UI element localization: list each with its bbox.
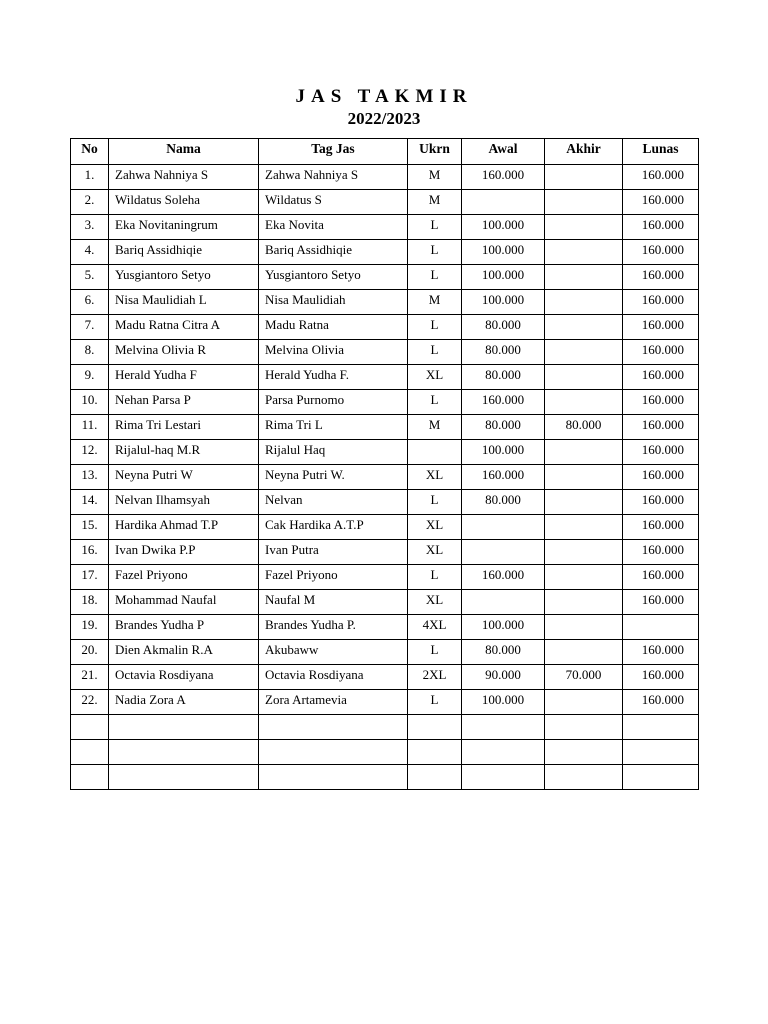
cell-awal: 90.000 (462, 665, 545, 690)
cell-awal (462, 590, 545, 615)
cell-tag-jas: Rijalul Haq (259, 440, 408, 465)
cell-akhir (545, 490, 623, 515)
cell-ukrn: L (408, 565, 462, 590)
cell-ukrn: L (408, 215, 462, 240)
cell-akhir (545, 590, 623, 615)
cell-nama: Fazel Priyono (109, 565, 259, 590)
cell-tag-jas: Parsa Purnomo (259, 390, 408, 415)
cell-awal (462, 740, 545, 765)
cell-ukrn: L (408, 240, 462, 265)
cell-awal: 80.000 (462, 315, 545, 340)
cell-akhir (545, 715, 623, 740)
cell-nama: Herald Yudha F (109, 365, 259, 390)
table-row (71, 490, 699, 515)
cell-akhir (545, 440, 623, 465)
cell-lunas: 160.000 (623, 540, 699, 565)
cell-akhir (545, 190, 623, 215)
table-row (71, 465, 699, 490)
table-row (71, 665, 699, 690)
cell-tag-jas: Octavia Rosdiyana (259, 665, 408, 690)
cell-awal: 100.000 (462, 240, 545, 265)
cell-no: 21. (71, 665, 109, 690)
table-row (71, 165, 699, 190)
cell-no (71, 740, 109, 765)
cell-no: 14. (71, 490, 109, 515)
cell-no: 6. (71, 290, 109, 315)
cell-awal (462, 715, 545, 740)
cell-lunas: 160.000 (623, 690, 699, 715)
cell-awal: 100.000 (462, 290, 545, 315)
cell-awal (462, 765, 545, 790)
table-row (71, 340, 699, 365)
cell-no: 10. (71, 390, 109, 415)
cell-lunas: 160.000 (623, 390, 699, 415)
table-row (71, 240, 699, 265)
cell-awal: 80.000 (462, 340, 545, 365)
cell-awal: 160.000 (462, 465, 545, 490)
cell-akhir (545, 465, 623, 490)
cell-ukrn (408, 440, 462, 465)
cell-ukrn: 4XL (408, 615, 462, 640)
cell-lunas: 160.000 (623, 340, 699, 365)
cell-nama: Octavia Rosdiyana (109, 665, 259, 690)
cell-akhir (545, 640, 623, 665)
cell-ukrn: M (408, 290, 462, 315)
header-awal: Awal (462, 139, 545, 165)
cell-no: 17. (71, 565, 109, 590)
cell-akhir (545, 215, 623, 240)
cell-ukrn: L (408, 690, 462, 715)
cell-tag-jas: Nelvan (259, 490, 408, 515)
cell-lunas: 160.000 (623, 515, 699, 540)
cell-awal: 160.000 (462, 565, 545, 590)
cell-lunas: 160.000 (623, 565, 699, 590)
cell-no: 19. (71, 615, 109, 640)
cell-nama: Wildatus Soleha (109, 190, 259, 215)
table-body (71, 165, 699, 790)
header-akhir: Akhir (545, 139, 623, 165)
table-row (71, 440, 699, 465)
cell-lunas: 160.000 (623, 190, 699, 215)
cell-tag-jas: Madu Ratna (259, 315, 408, 340)
cell-no: 22. (71, 690, 109, 715)
cell-awal: 100.000 (462, 215, 545, 240)
cell-ukrn: M (408, 165, 462, 190)
cell-ukrn: L (408, 315, 462, 340)
cell-awal: 100.000 (462, 690, 545, 715)
cell-lunas (623, 765, 699, 790)
table-row (71, 190, 699, 215)
cell-awal: 80.000 (462, 490, 545, 515)
cell-nama: Nadia Zora A (109, 690, 259, 715)
cell-tag-jas: Eka Novita (259, 215, 408, 240)
table-header-row (71, 139, 699, 165)
cell-nama: Eka Novitaningrum (109, 215, 259, 240)
cell-lunas: 160.000 (623, 590, 699, 615)
table-row (71, 515, 699, 540)
cell-nama: Bariq Assidhiqie (109, 240, 259, 265)
payment-table (70, 138, 699, 790)
cell-no: 5. (71, 265, 109, 290)
cell-tag-jas: Naufal M (259, 590, 408, 615)
cell-tag-jas: Melvina Olivia (259, 340, 408, 365)
cell-lunas: 160.000 (623, 415, 699, 440)
cell-nama: Dien Akmalin R.A (109, 640, 259, 665)
cell-tag-jas: Nisa Maulidiah (259, 290, 408, 315)
cell-nama: Melvina Olivia R (109, 340, 259, 365)
cell-akhir (545, 390, 623, 415)
table-row (71, 590, 699, 615)
table-row (71, 640, 699, 665)
table-row (71, 215, 699, 240)
cell-lunas: 160.000 (623, 465, 699, 490)
cell-lunas: 160.000 (623, 490, 699, 515)
cell-awal: 160.000 (462, 390, 545, 415)
cell-ukrn: L (408, 340, 462, 365)
table-row (71, 290, 699, 315)
table-row (71, 715, 699, 740)
table-row (71, 365, 699, 390)
cell-ukrn: L (408, 640, 462, 665)
cell-tag-jas (259, 715, 408, 740)
cell-ukrn: XL (408, 515, 462, 540)
cell-tag-jas: Fazel Priyono (259, 565, 408, 590)
table-row (71, 265, 699, 290)
cell-no: 3. (71, 215, 109, 240)
cell-ukrn: M (408, 190, 462, 215)
cell-akhir: 70.000 (545, 665, 623, 690)
cell-tag-jas: Akubaww (259, 640, 408, 665)
cell-nama: Nelvan Ilhamsyah (109, 490, 259, 515)
cell-no: 7. (71, 315, 109, 340)
cell-no: 9. (71, 365, 109, 390)
table-row (71, 565, 699, 590)
cell-ukrn: L (408, 490, 462, 515)
cell-akhir (545, 340, 623, 365)
cell-nama: Brandes Yudha P (109, 615, 259, 640)
cell-lunas: 160.000 (623, 165, 699, 190)
cell-ukrn (408, 740, 462, 765)
cell-nama (109, 740, 259, 765)
cell-lunas (623, 615, 699, 640)
cell-tag-jas: Brandes Yudha P. (259, 615, 408, 640)
cell-no (71, 715, 109, 740)
cell-nama: Hardika Ahmad T.P (109, 515, 259, 540)
cell-akhir (545, 515, 623, 540)
cell-nama: Rima Tri Lestari (109, 415, 259, 440)
cell-tag-jas: Herald Yudha F. (259, 365, 408, 390)
cell-akhir (545, 165, 623, 190)
cell-lunas: 160.000 (623, 440, 699, 465)
cell-no: 15. (71, 515, 109, 540)
cell-ukrn: L (408, 265, 462, 290)
table-row (71, 740, 699, 765)
cell-lunas: 160.000 (623, 290, 699, 315)
cell-awal: 80.000 (462, 365, 545, 390)
header-lunas: Lunas (623, 139, 699, 165)
cell-awal (462, 190, 545, 215)
cell-akhir (545, 365, 623, 390)
cell-no: 2. (71, 190, 109, 215)
cell-no: 11. (71, 415, 109, 440)
cell-ukrn: XL (408, 365, 462, 390)
cell-awal: 100.000 (462, 440, 545, 465)
cell-akhir (545, 315, 623, 340)
cell-no: 18. (71, 590, 109, 615)
cell-nama: Madu Ratna Citra A (109, 315, 259, 340)
cell-lunas: 160.000 (623, 215, 699, 240)
cell-nama: Nehan Parsa P (109, 390, 259, 415)
cell-ukrn: M (408, 415, 462, 440)
cell-tag-jas (259, 765, 408, 790)
cell-nama: Rijalul-haq M.R (109, 440, 259, 465)
cell-akhir (545, 540, 623, 565)
cell-ukrn (408, 715, 462, 740)
cell-no: 1. (71, 165, 109, 190)
cell-tag-jas: Cak Hardika A.T.P (259, 515, 408, 540)
table-row (71, 690, 699, 715)
cell-nama (109, 765, 259, 790)
cell-lunas: 160.000 (623, 665, 699, 690)
header-no: No (71, 139, 109, 165)
cell-no: 13. (71, 465, 109, 490)
cell-no: 20. (71, 640, 109, 665)
header-tag-jas: Tag Jas (259, 139, 408, 165)
cell-lunas: 160.000 (623, 640, 699, 665)
cell-awal: 160.000 (462, 165, 545, 190)
cell-nama: Ivan Dwika P.P (109, 540, 259, 565)
cell-ukrn: XL (408, 540, 462, 565)
cell-tag-jas: Bariq Assidhiqie (259, 240, 408, 265)
cell-lunas: 160.000 (623, 315, 699, 340)
table-row (71, 540, 699, 565)
cell-tag-jas (259, 740, 408, 765)
cell-akhir (545, 265, 623, 290)
cell-tag-jas: Wildatus S (259, 190, 408, 215)
cell-akhir (545, 290, 623, 315)
table-row (71, 315, 699, 340)
cell-awal: 80.000 (462, 640, 545, 665)
cell-akhir (545, 765, 623, 790)
cell-nama: Mohammad Naufal (109, 590, 259, 615)
cell-nama (109, 715, 259, 740)
cell-no: 16. (71, 540, 109, 565)
cell-lunas: 160.000 (623, 265, 699, 290)
cell-no: 4. (71, 240, 109, 265)
cell-lunas: 160.000 (623, 365, 699, 390)
cell-no: 8. (71, 340, 109, 365)
cell-lunas (623, 740, 699, 765)
cell-awal: 100.000 (462, 615, 545, 640)
cell-tag-jas: Zora Artamevia (259, 690, 408, 715)
cell-akhir (545, 690, 623, 715)
cell-nama: Nisa Maulidiah L (109, 290, 259, 315)
cell-tag-jas: Neyna Putri W. (259, 465, 408, 490)
cell-tag-jas: Ivan Putra (259, 540, 408, 565)
cell-nama: Zahwa Nahniya S (109, 165, 259, 190)
cell-akhir (545, 240, 623, 265)
cell-ukrn (408, 765, 462, 790)
cell-awal: 100.000 (462, 265, 545, 290)
cell-no (71, 765, 109, 790)
cell-awal (462, 515, 545, 540)
cell-nama: Yusgiantoro Setyo (109, 265, 259, 290)
cell-tag-jas: Rima Tri L (259, 415, 408, 440)
cell-tag-jas: Zahwa Nahniya S (259, 165, 408, 190)
table-row (71, 390, 699, 415)
cell-ukrn: L (408, 390, 462, 415)
cell-lunas: 160.000 (623, 240, 699, 265)
cell-no: 12. (71, 440, 109, 465)
cell-akhir: 80.000 (545, 415, 623, 440)
cell-akhir (545, 740, 623, 765)
cell-akhir (545, 615, 623, 640)
document-subtitle: 2022/2023 (347, 109, 421, 128)
header-ukrn: Ukrn (408, 139, 462, 165)
cell-ukrn: 2XL (408, 665, 462, 690)
cell-lunas (623, 715, 699, 740)
cell-awal (462, 540, 545, 565)
cell-akhir (545, 565, 623, 590)
cell-nama: Neyna Putri W (109, 465, 259, 490)
header-nama: Nama (109, 139, 259, 165)
table-row (71, 615, 699, 640)
cell-ukrn: XL (408, 590, 462, 615)
document-title: JAS TAKMIR (295, 86, 473, 107)
cell-ukrn: XL (408, 465, 462, 490)
cell-tag-jas: Yusgiantoro Setyo (259, 265, 408, 290)
cell-awal: 80.000 (462, 415, 545, 440)
table-row (71, 765, 699, 790)
table-row (71, 415, 699, 440)
